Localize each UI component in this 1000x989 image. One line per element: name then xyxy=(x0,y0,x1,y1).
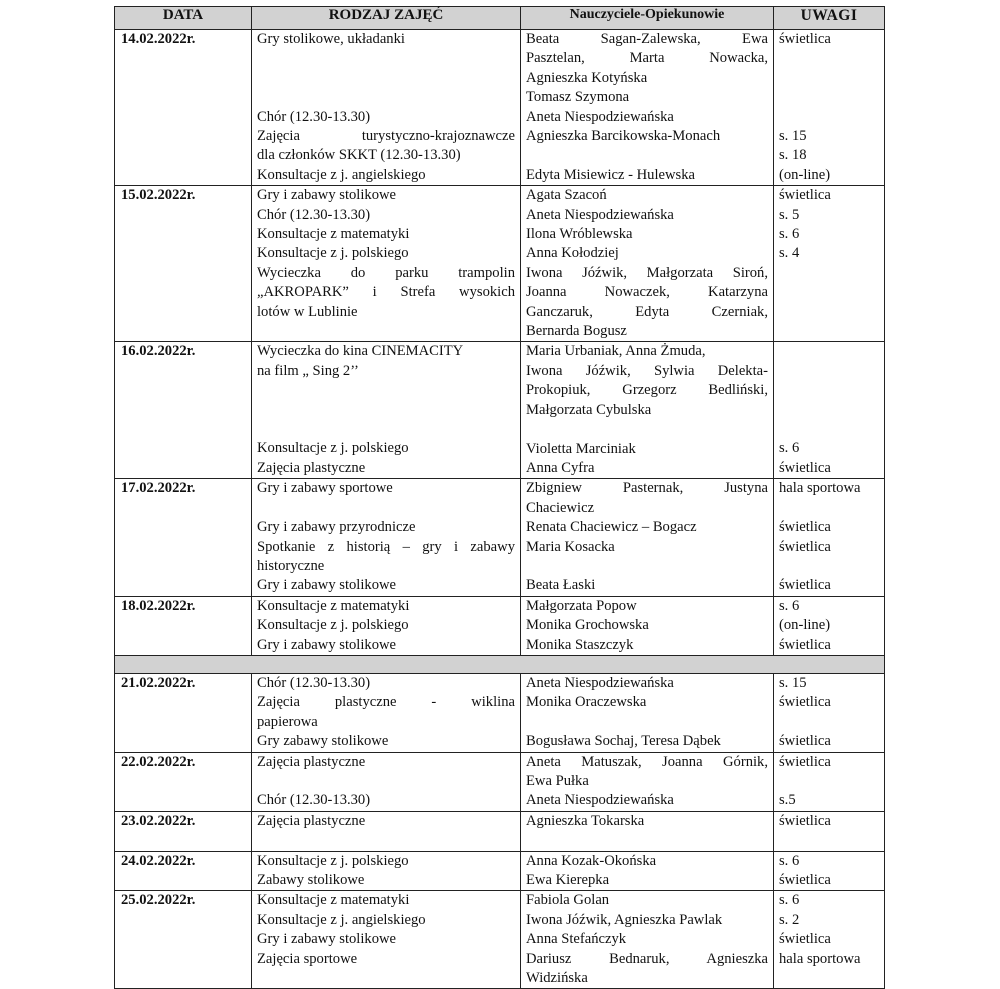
teachers-line: Renata Chaciewicz – Bogacz xyxy=(526,519,697,536)
teachers-line: Ewa Pułka xyxy=(526,772,589,789)
activity-line: Konsultacje z j. polskiego xyxy=(257,852,409,869)
activity-line: Spotkanie z historią – gry i zabawy xyxy=(257,538,515,555)
activity-line: Gry zabawy stolikowe xyxy=(257,733,389,750)
teachers-line: Chaciewicz xyxy=(526,499,595,516)
activity-line xyxy=(257,49,515,68)
notes-line: świetlica xyxy=(779,519,831,536)
activity-line xyxy=(257,831,515,850)
activity-cell xyxy=(252,30,521,186)
teachers-line: Monika Oraczewska xyxy=(526,694,647,711)
activity-line xyxy=(257,772,515,791)
schedule-row xyxy=(115,891,885,989)
notes-line xyxy=(779,362,879,381)
activity-cell xyxy=(252,891,521,989)
activity-line xyxy=(257,420,515,439)
notes-line xyxy=(779,499,879,518)
teachers-line: Aneta Matuszak, Joanna Górnik, xyxy=(526,753,768,770)
notes-line xyxy=(779,283,879,302)
activity-line: Zajęcia plastyczne - wiklina xyxy=(257,694,515,711)
notes-line: hala sportowa xyxy=(779,950,861,967)
teachers-line: Małgorzata Cybulska xyxy=(526,401,652,418)
notes-cell xyxy=(774,186,885,342)
date-cell xyxy=(115,596,252,655)
teachers-cell xyxy=(521,811,774,851)
teachers-line: Maria Urbaniak, Anna Żmuda, xyxy=(526,343,706,360)
notes-cell xyxy=(774,30,885,186)
date-text: 16.02.2022r. xyxy=(121,343,196,360)
activity-line: Chór (12.30-13.30) xyxy=(257,206,371,223)
schedule-row xyxy=(115,479,885,596)
teachers-line: Małgorzata Popow xyxy=(526,597,637,614)
activity-cell xyxy=(252,342,521,479)
teachers-line: Widzińska xyxy=(526,970,588,987)
teachers-line: Aneta Niespodziewańska xyxy=(526,792,674,809)
notes-line: s. 6 xyxy=(779,852,800,869)
date-cell xyxy=(115,673,252,752)
teachers-cell xyxy=(521,851,774,891)
activity-line: na film „ Sing 2’’ xyxy=(257,362,359,379)
header-date: DATA xyxy=(115,7,252,30)
schedule-table xyxy=(114,6,885,989)
schedule-row xyxy=(115,186,885,342)
activity-line xyxy=(257,499,515,518)
date-text: 25.02.2022r. xyxy=(121,892,196,909)
teachers-line: Bogusława Sochaj, Teresa Dąbek xyxy=(526,733,721,750)
teachers-line: Violetta Marciniak xyxy=(526,440,636,457)
notes-line xyxy=(779,303,879,322)
activity-line: Zajęcia turystyczno-krajoznawcze xyxy=(257,127,515,144)
date-text: 22.02.2022r. xyxy=(121,753,196,770)
notes-cell xyxy=(774,673,885,752)
activity-line: Konsultacje z j. angielskiego xyxy=(257,911,426,928)
activity-line: Gry stolikowe, układanki xyxy=(257,31,405,47)
teachers-line: Tomasz Szymona xyxy=(526,89,630,106)
teachers-line: Anna Kołodziej xyxy=(526,245,619,262)
teachers-line: Aneta Niespodziewańska xyxy=(526,206,674,223)
notes-line: s.5 xyxy=(779,792,796,809)
notes-line xyxy=(779,342,879,361)
date-cell xyxy=(115,811,252,851)
activity-line: Konsultacje z j. polskiego xyxy=(257,245,409,262)
notes-line: świetlica xyxy=(779,931,831,948)
teachers-line xyxy=(526,420,768,439)
notes-line: (on-line) xyxy=(779,617,831,634)
activity-line: Konsultacje z j. polskiego xyxy=(257,440,409,457)
notes-line xyxy=(779,713,879,732)
notes-line: s. 15 xyxy=(779,674,807,691)
teachers-line: Ewa Kierepka xyxy=(526,872,610,888)
activity-line: Konsultacje z matematyki xyxy=(257,226,410,243)
activity-line: Konsultacje z matematyki xyxy=(257,892,410,909)
activity-line: Wycieczka do parku trampolin xyxy=(257,264,515,281)
notes-cell xyxy=(774,891,885,989)
schedule-row xyxy=(115,673,885,752)
notes-line xyxy=(779,88,879,107)
date-text: 17.02.2022r. xyxy=(121,480,196,497)
teachers-line: Aneta Niespodziewańska xyxy=(526,674,674,691)
notes-line: świetlica xyxy=(779,187,831,204)
notes-line: świetlica xyxy=(779,753,831,770)
date-cell xyxy=(115,891,252,989)
activity-cell xyxy=(252,851,521,891)
activity-line xyxy=(257,69,515,88)
notes-line: s. 5 xyxy=(779,206,800,223)
notes-line: świetlica xyxy=(779,872,831,888)
notes-line xyxy=(779,381,879,400)
activity-line: Konsultacje z j. polskiego xyxy=(257,617,409,634)
date-text: 23.02.2022r. xyxy=(121,812,196,829)
activity-line: Gry i zabawy przyrodnicze xyxy=(257,519,416,536)
teachers-line: Beata Sagan-Zalewska, Ewa xyxy=(526,31,768,47)
teachers-line: Fabiola Golan xyxy=(526,892,610,909)
notes-line: świetlica xyxy=(779,694,831,711)
schedule-row xyxy=(115,30,885,186)
activity-line: historyczne xyxy=(257,557,325,574)
schedule-row xyxy=(115,811,885,851)
teachers-cell xyxy=(521,479,774,596)
notes-line xyxy=(779,69,879,88)
date-text: 14.02.2022r. xyxy=(121,31,196,47)
activity-cell xyxy=(252,186,521,342)
teachers-line xyxy=(526,831,768,850)
activity-line: Zajęcia sportowe xyxy=(257,950,358,967)
notes-line: hala sportowa xyxy=(779,480,861,497)
activity-cell xyxy=(252,752,521,811)
notes-line: świetlica xyxy=(779,31,831,47)
teachers-line: Agnieszka Kotyńska xyxy=(526,69,648,86)
date-cell xyxy=(115,752,252,811)
activity-cell xyxy=(252,811,521,851)
notes-line: s. 6 xyxy=(779,597,800,614)
teachers-line: Anna Stefańczyk xyxy=(526,931,627,948)
notes-line: s. 6 xyxy=(779,226,800,243)
notes-line xyxy=(779,401,879,420)
notes-line xyxy=(779,49,879,68)
date-text: 15.02.2022r. xyxy=(121,187,196,204)
notes-cell xyxy=(774,342,885,479)
notes-line: s. 6 xyxy=(779,440,800,457)
teachers-line: Ganczaruk, Edyta Czerniak, xyxy=(526,303,768,320)
schedule-row xyxy=(115,752,885,811)
teachers-line: Anna Cyfra xyxy=(526,459,595,476)
date-text: 18.02.2022r. xyxy=(121,597,196,614)
teachers-line: Iwona Jóźwik, Sylwia Delekta- xyxy=(526,362,768,379)
date-cell xyxy=(115,30,252,186)
notes-line: świetlica xyxy=(779,636,831,653)
teachers-line: Monika Grochowska xyxy=(526,617,649,634)
activity-line xyxy=(257,88,515,107)
teachers-line: Aneta Niespodziewańska xyxy=(526,108,674,125)
teachers-line: Maria Kosacka xyxy=(526,538,615,555)
teachers-line: Monika Staszczyk xyxy=(526,636,634,653)
notes-line: s. 2 xyxy=(779,911,800,928)
teachers-line: Agnieszka Barcikowska-Monach xyxy=(526,128,721,145)
date-text: 21.02.2022r. xyxy=(121,674,196,691)
week-separator-cell xyxy=(115,655,885,673)
schedule-row xyxy=(115,342,885,479)
teachers-cell xyxy=(521,891,774,989)
activity-line: papierowa xyxy=(257,713,318,730)
schedule-row xyxy=(115,851,885,891)
teachers-cell xyxy=(521,673,774,752)
header-row xyxy=(115,7,885,30)
activity-line: Gry i zabawy stolikowe xyxy=(257,931,397,948)
teachers-line: Anna Kozak-Okońska xyxy=(526,852,657,869)
activity-line xyxy=(257,381,515,400)
teachers-line xyxy=(526,713,768,732)
teachers-cell xyxy=(521,596,774,655)
teachers-line: Joanna Nowaczek, Katarzyna xyxy=(526,284,768,301)
activity-line: Konsultacje z j. angielskiego xyxy=(257,166,426,183)
activity-line xyxy=(257,401,515,420)
activity-cell xyxy=(252,673,521,752)
notes-line: świetlica xyxy=(779,812,831,829)
schedule-row xyxy=(115,596,885,655)
activity-line: lotów w Lublinie xyxy=(257,303,358,320)
notes-line: świetlica xyxy=(779,459,831,476)
activity-line: Chór (12.30-13.30) xyxy=(257,108,371,125)
teachers-cell xyxy=(521,30,774,186)
notes-line: s. 15 xyxy=(779,127,807,144)
teachers-line: Agata Szacoń xyxy=(526,187,607,204)
activity-line: Zabawy stolikowe xyxy=(257,872,365,888)
teachers-line: Bernarda Bogusz xyxy=(526,323,627,340)
date-cell xyxy=(115,342,252,479)
date-cell xyxy=(115,186,252,342)
notes-cell xyxy=(774,811,885,851)
notes-line: świetlica xyxy=(779,577,831,594)
activity-line: Konsultacje z matematyki xyxy=(257,597,410,614)
notes-line: świetlica xyxy=(779,538,831,555)
activity-line: „AKROPARK” i Strefa wysokich xyxy=(257,284,515,301)
activity-line: dla członków SKKT (12.30-13.30) xyxy=(257,147,461,164)
teachers-line: Iwona Jóźwik, Małgorzata Siroń, xyxy=(526,264,768,281)
activity-line: Wycieczka do kina CINEMACITY xyxy=(257,343,464,360)
notes-line xyxy=(779,108,879,127)
activity-line xyxy=(257,969,515,988)
teachers-cell xyxy=(521,342,774,479)
notes-line xyxy=(779,557,879,576)
teachers-line xyxy=(526,557,768,576)
notes-cell xyxy=(774,596,885,655)
teachers-line: Beata Łaski xyxy=(526,577,596,594)
notes-line xyxy=(779,264,879,283)
date-text: 24.02.2022r. xyxy=(121,852,196,869)
activity-line: Zajęcia plastyczne xyxy=(257,812,366,829)
activity-cell xyxy=(252,596,521,655)
activity-line: Gry i zabawy stolikowe xyxy=(257,636,397,653)
notes-line: świetlica xyxy=(779,733,831,750)
schedule-sheet xyxy=(114,6,884,989)
header-teachers: Nauczyciele-Opiekunowie xyxy=(521,7,774,30)
activity-line: Zajęcia plastyczne xyxy=(257,459,366,476)
notes-line xyxy=(779,969,879,988)
teachers-line: Edyta Misiewicz - Hulewska xyxy=(526,166,695,183)
teachers-line: Pasztelan, Marta Nowacka, xyxy=(526,50,768,67)
activity-line: Gry i zabawy stolikowe xyxy=(257,577,397,594)
teachers-cell xyxy=(521,186,774,342)
date-cell xyxy=(115,479,252,596)
teachers-line: Agnieszka Tokarska xyxy=(526,812,645,829)
teachers-line: Iwona Jóźwik, Agnieszka Pawlak xyxy=(526,911,723,928)
week-separator-row xyxy=(115,655,885,673)
teachers-line xyxy=(526,146,768,165)
schedule-body xyxy=(115,30,885,989)
notes-line: s. 6 xyxy=(779,892,800,909)
notes-cell xyxy=(774,851,885,891)
activity-line: Chór (12.30-13.30) xyxy=(257,792,371,809)
notes-cell xyxy=(774,752,885,811)
activity-line: Gry i zabawy stolikowe xyxy=(257,187,397,204)
teachers-line: Prokopiuk, Grzegorz Bedliński, xyxy=(526,382,768,399)
header-notes: UWAGI xyxy=(774,7,885,30)
teachers-line: Zbigniew Pasternak, Justyna xyxy=(526,480,768,497)
notes-line xyxy=(779,831,879,850)
activity-line xyxy=(257,322,515,341)
header-activity: RODZAJ ZAJĘĆ xyxy=(252,7,521,30)
notes-cell xyxy=(774,479,885,596)
teachers-cell xyxy=(521,752,774,811)
teachers-line: Dariusz Bednaruk, Agnieszka xyxy=(526,950,768,967)
activity-line: Chór (12.30-13.30) xyxy=(257,674,371,691)
activity-cell xyxy=(252,479,521,596)
notes-line: s. 18 xyxy=(779,147,807,164)
notes-line xyxy=(779,322,879,341)
notes-line: s. 4 xyxy=(779,245,800,262)
notes-line: (on-line) xyxy=(779,166,831,183)
activity-line: Zajęcia plastyczne xyxy=(257,753,366,770)
notes-line xyxy=(779,420,879,439)
teachers-line: Ilona Wróblewska xyxy=(526,226,633,243)
date-cell xyxy=(115,851,252,891)
activity-line: Gry i zabawy sportowe xyxy=(257,480,393,497)
notes-line xyxy=(779,772,879,791)
